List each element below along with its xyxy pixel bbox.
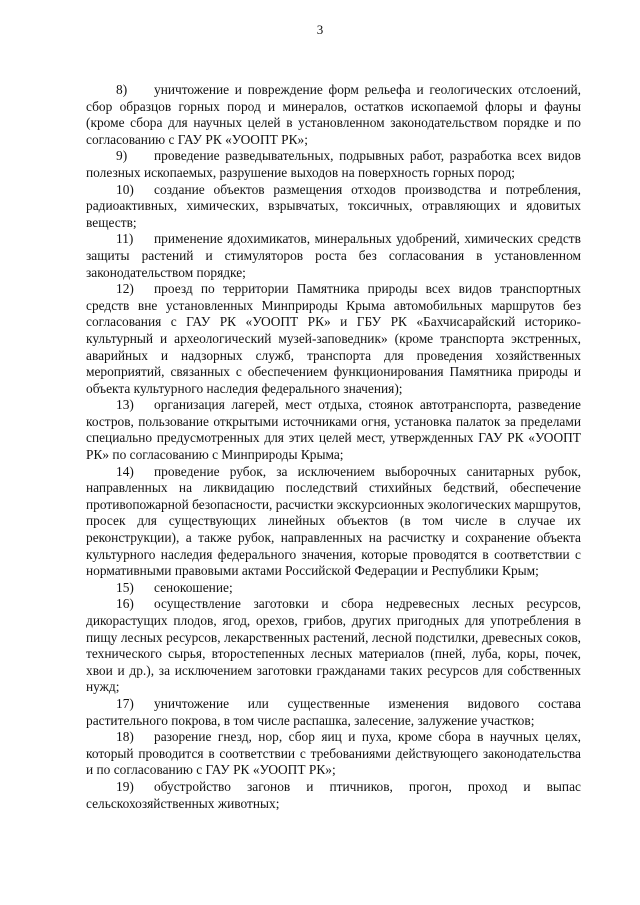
item-number: 16) — [116, 596, 134, 612]
list-item — [86, 281, 581, 397]
item-text: проведение рубок, за исключением выборочных санитарных рубок, направленных на ликвидацию последствий стихийных бедствий, обеспечение противопожарной безопасности, расчистки экскурсионных экологических маршрутов, просек для существующих линейных объектов (в том числе в случае их реконструкции), а также рубок, направленных на расчистку и сохранение объекта культурного наследия федерального значения, которые проводятся в соответствии с нормативными правовыми актами Российской Федерации и Республики Крым; — [86, 463, 581, 579]
item-number: 12) — [116, 281, 134, 297]
list-item — [86, 580, 581, 597]
prohibitions-list — [86, 82, 581, 812]
list-item — [86, 182, 581, 232]
item-text: уничтожение или существенные изменения видового состава растительного покрова, в том числе распашка, залесение, залужение участков; — [86, 695, 581, 728]
item-text: организация лагерей, мест отдыха, стоянок автотранспорта, разведение костров, пользование открытыми источниками огня, установка палаток за пределами специально предусмотренных для этих целей мест, утвержденных ГАУ РК «УООПТ РК» по согласованию с Минприроды Крыма; — [86, 397, 581, 463]
item-number: 13) — [116, 397, 134, 413]
item-text: осуществление заготовки и сбора недревесных лесных ресурсов, дикорастущих плодов, ягод, орехов, грибов, других пригодных для употребления в пищу лесных ресурсов, лекарственных растений, лесной подстилки, древесных соков, технического сырья, второстепенных лесных материалов (пней, луба, коры, почек, хвои и др.), за исключением заготовки гражданами таких ресурсов для собственных нужд; — [86, 596, 581, 695]
item-number: 9) — [116, 148, 128, 164]
item-number: 17) — [116, 695, 134, 711]
item-number: 15) — [116, 579, 134, 595]
list-item — [86, 231, 581, 281]
list-item — [86, 729, 581, 779]
item-text: применение ядохимикатов, минеральных удобрений, химических средств защиты растений и стимуляторов роста без согласования в установленном законодательством порядке; — [86, 231, 581, 280]
list-item — [86, 148, 581, 181]
item-number: 8) — [116, 82, 128, 97]
item-text: уничтожение и повреждение форм рельефа и геологических отслоений, сбор образцов горных пород и минералов, остатков ископаемой флоры и фауны (кроме сбора для научных целей в установленном законодательством порядке и по согласованию с ГАУ РК «УООПТ РК»; — [86, 82, 581, 147]
item-number: 11) — [116, 231, 134, 247]
list-item — [86, 596, 581, 696]
list-item — [86, 464, 581, 580]
item-number: 14) — [116, 463, 134, 479]
list-item — [86, 779, 581, 812]
list-item — [86, 82, 581, 148]
page-number: 3 — [316, 22, 324, 37]
item-text: проведение разведывательных, подрывных работ, разработка всех видов полезных ископаемых, разрушение выходов на поверхность горных пород; — [86, 148, 581, 180]
list-item — [86, 397, 581, 463]
item-text: создание объектов размещения отходов производства и потребления, радиоактивных, химических, взрывчатых, токсичных, отравляющих и ядовитых веществ; — [86, 181, 581, 230]
item-number: 10) — [116, 181, 134, 197]
item-number: 18) — [116, 729, 134, 745]
list-item — [86, 696, 581, 729]
item-text: проезд по территории Памятника природы всех видов транспортных средств вне установленных Минприроды Крыма автомобильных маршрутов без согласования с ГАУ РК «УООПТ РК» и ГБУ РК «Бахчисарайский историко-культурный и археологический музей-заповедник» (кроме транспорта экстренных, аварийных и надзорных служб, транспорта для проведения хозяйственных мероприятий, связанных с обеспечением функционирования Памятника природы и объекта культурного наследия федерального значения); — [86, 281, 581, 396]
item-text: разорение гнезд, нор, сбор яиц и пуха, кроме сбора в научных целях, который проводится в соответствии с требованиями действующего законодательства и по согласованию с ГАУ РК «УООПТ РК»; — [86, 729, 581, 778]
item-number: 19) — [116, 778, 134, 794]
item-text: сенокошение; — [154, 579, 233, 595]
item-text: обустройство загонов и птичников, прогон, проход и выпас сельскохозяйственных животных; — [86, 778, 581, 811]
